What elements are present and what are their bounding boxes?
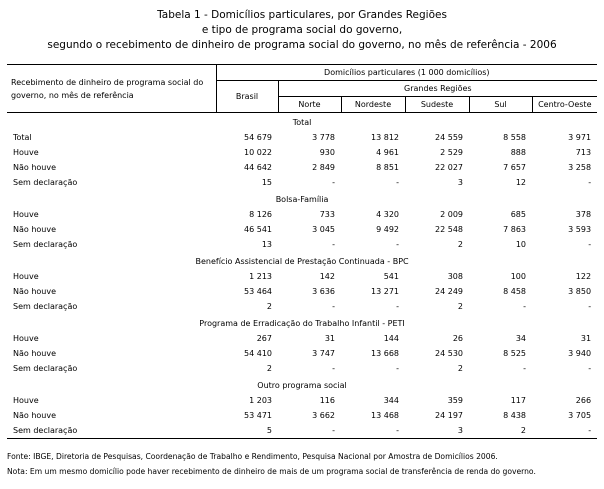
table-cell: 8 558 [503,133,526,142]
table-cell: 930 [319,148,335,157]
table-cell: 2 [469,423,532,439]
table-cell: 3 [457,178,463,187]
table-cell: 24 530 [435,349,463,358]
table-cell: 31 [580,334,592,343]
top-header: Domicílios particulares (1 000 domicílios) [216,65,597,81]
table-cell: 344 [383,396,399,405]
region-header: Nordeste [341,97,405,113]
table-cell: 3 045 [312,225,335,234]
table-cell: 117 [510,396,526,405]
table-cell: 3 778 [312,133,335,142]
table-cell: - [523,364,526,373]
section-title: Outro programa social [257,381,347,390]
row-label: Não houve [13,411,57,420]
table-cell: 54 679 [244,133,272,142]
table-cell: 266 [575,396,592,405]
table-cell: 22 548 [435,225,463,234]
table-cell: - [588,240,592,249]
table-cell: 12 [515,178,526,187]
table-row [7,393,597,408]
table-cell: 7 657 [503,163,526,172]
row-label: Sem declaração [13,302,78,311]
table-cell: - [523,302,526,311]
table-cell: 116 [319,396,335,405]
table-cell: 3 850 [568,287,592,296]
table-cell: 53 471 [244,411,272,420]
data-table [7,64,597,439]
table-row [7,130,597,145]
row-label: Houve [13,396,39,405]
footnote: Nota: Em um mesmo domicílio pode haver recebimento de dinheiro de mais de um programa social de transferência de renda do governo. [7,467,536,476]
table-cell: - [341,423,405,439]
stub-header: Recebimento de dinheiro de programa social do governo, no mês de referência [7,65,216,113]
table-cell: 8 438 [503,411,526,420]
table-body [7,113,597,439]
row-label: Houve [13,148,39,157]
row-label: Não houve [13,163,57,172]
section-header-row [7,376,597,393]
table-cell: 24 559 [435,133,463,142]
table-cell: 3 662 [312,411,335,420]
table-cell: 3 636 [312,287,335,296]
section-title: Bolsa-Família [275,195,329,204]
table-cell: 4 961 [376,148,399,157]
table-cell: 2 [457,240,463,249]
table-cell: 7 863 [503,225,526,234]
section-header-row [7,190,597,207]
table-cell: 5 [216,423,278,439]
table-row [7,346,597,361]
row-label: Sem declaração [13,364,78,373]
table-cell: 53 464 [244,287,272,296]
table-row [7,408,597,423]
table-cell: 2 849 [312,163,335,172]
table-cell: 44 642 [244,163,272,172]
table-title-line-2: e tipo de programa social do governo, [201,24,403,36]
row-label: Sem declaração [13,178,78,187]
section-title: Programa de Erradicação do Trabalho Infantil - PETI [199,319,405,328]
table-row [7,207,597,222]
table-row [7,222,597,237]
table-cell: 308 [447,272,463,281]
table-cell: 22 027 [435,163,463,172]
region-header: Norte [278,97,341,113]
table-cell: 8 851 [376,163,399,172]
table-cell: 359 [447,396,463,405]
table-cell: 2 [457,364,463,373]
table-title-line-1: Tabela 1 - Domicílios particulares, por Grandes Regiões [157,9,447,21]
table-cell: 3 593 [568,225,592,234]
row-label: Não houve [13,349,57,358]
table-cell: 24 197 [435,411,463,420]
table-row [7,423,597,439]
table-row [7,237,597,252]
table-cell: 26 [452,334,463,343]
table-cell: 2 [266,302,272,311]
source-note: Fonte: IBGE, Diretoria de Pesquisas, Coordenação de Trabalho e Rendimento, Pesquisa Nacional por Amostra de Domicílios 2006. [7,452,498,461]
table-cell: 541 [383,272,399,281]
region-header: Sul [469,97,532,113]
table-cell: 142 [319,272,335,281]
table-cell: - [396,302,399,311]
brasil-header: Brasil [216,81,278,113]
table-cell: 4 320 [376,210,399,219]
table-cell: 685 [510,210,526,219]
table-title-line-3: segundo o recebimento de dinheiro de programa social do governo, no mês de referência - 2006 [47,39,557,51]
table-cell: 13 668 [371,349,399,358]
grandes-regioes-header: Grandes Regiões [278,81,597,97]
table-row [7,160,597,175]
section-title: Benefício Assistencial de Prestação Continuada - BPC [195,257,409,266]
table-row [7,145,597,160]
table-cell: 378 [575,210,592,219]
row-label: Houve [13,210,39,219]
section-header-row [7,252,597,269]
row-label: Total [13,133,32,142]
table-cell: 31 [324,334,335,343]
table-cell: 34 [515,334,526,343]
table-cell: - [396,178,399,187]
table-cell: 54 410 [244,349,272,358]
table-cell: 888 [510,148,526,157]
table-cell: 9 492 [376,225,399,234]
table-row [7,269,597,284]
region-header: Sudeste [405,97,469,113]
row-label: Houve [13,334,39,343]
table-cell: 267 [256,334,272,343]
row-label: Não houve [13,225,57,234]
table-cell: 13 [261,240,272,249]
table-cell: - [532,423,597,439]
table-cell: 13 468 [371,411,399,420]
table-cell: - [332,178,335,187]
table-cell: 3 705 [568,411,592,420]
table-cell: 10 022 [244,148,272,157]
table-cell: - [588,178,592,187]
table-cell: 2 [457,302,463,311]
table-cell: 24 249 [435,287,463,296]
table-row [7,175,597,190]
table-cell: 8 525 [503,349,526,358]
section-header-row [7,314,597,331]
table-cell: 15 [261,178,272,187]
table-cell: - [396,240,399,249]
section-header-row [7,113,597,131]
table-cell: 2 [266,364,272,373]
row-label: Houve [13,272,39,281]
table-cell: 13 812 [371,133,399,142]
table-cell: 8 126 [249,210,272,219]
table-cell: - [278,423,341,439]
table-cell: 13 271 [371,287,399,296]
table-row [7,299,597,314]
table-cell: 3 940 [568,349,592,358]
table-cell: 3 971 [568,133,592,142]
table-cell: 713 [575,148,592,157]
table-row [7,331,597,346]
table-row [7,361,597,376]
table-cell: 3 258 [568,163,592,172]
table-cell: - [588,364,592,373]
table-cell: 100 [510,272,526,281]
row-label: Sem declaração [7,423,216,439]
table-cell: 3 [405,423,469,439]
table-cell: 46 541 [244,225,272,234]
table-cell: 10 [515,240,526,249]
section-title: Total [292,118,312,127]
table-cell: - [332,302,335,311]
table-cell: - [332,240,335,249]
table-cell: 2 009 [440,210,463,219]
table-cell: 733 [319,210,335,219]
table-cell: - [396,364,399,373]
table-cell: 122 [575,272,592,281]
table-cell: 1 213 [249,272,272,281]
table-cell: 1 203 [249,396,272,405]
table-cell: - [332,364,335,373]
region-header: Centro-Oeste [532,97,597,113]
table-cell: 8 458 [503,287,526,296]
table-cell: 3 747 [312,349,335,358]
row-label: Não houve [13,287,57,296]
table-cell: 2 529 [440,148,463,157]
table-cell: 144 [383,334,399,343]
table-row [7,284,597,299]
table-cell: - [588,302,592,311]
row-label: Sem declaração [13,240,78,249]
